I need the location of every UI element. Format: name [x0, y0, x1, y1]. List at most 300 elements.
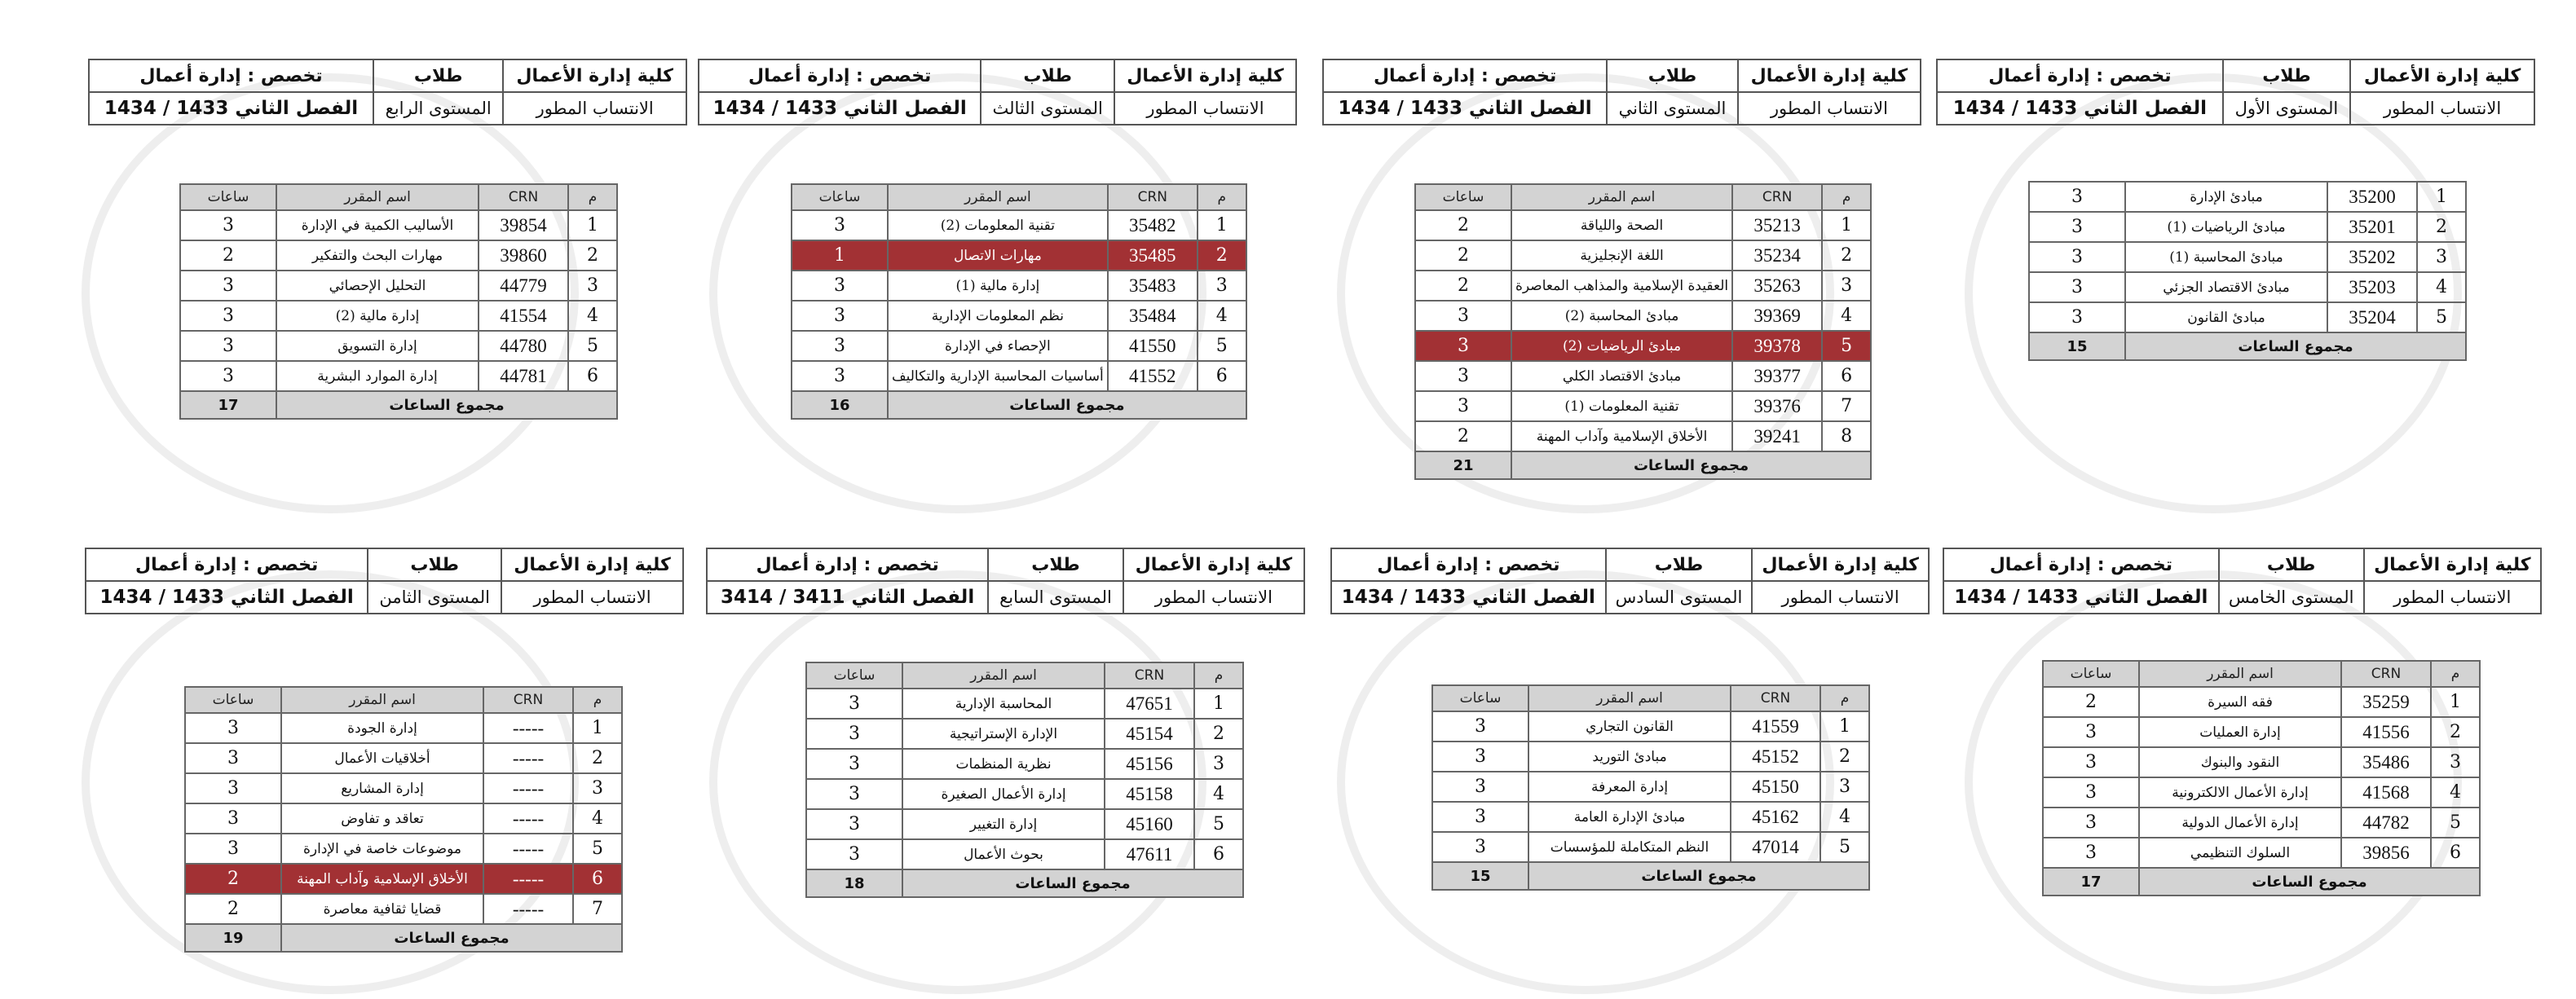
course-hours: 3 — [185, 743, 281, 773]
total-label: مجموع الساعات — [902, 869, 1243, 897]
course-crn: 35204 — [2327, 302, 2417, 332]
course-hours: 3 — [185, 834, 281, 864]
course-number: 5 — [1822, 331, 1871, 361]
course-hours: 3 — [1432, 802, 1528, 832]
course-crn: 41568 — [2341, 777, 2431, 808]
course-crn: 45150 — [1731, 772, 1820, 802]
program-name: الانتساب المطور — [503, 92, 686, 125]
total-row — [180, 391, 617, 419]
students-label: طلاب — [2219, 548, 2364, 581]
course-name: قضايا ثقافية معاصرة — [281, 894, 483, 924]
course-hours: 3 — [2029, 182, 2125, 212]
col-header-num: م — [1820, 685, 1869, 711]
col-header-crn: CRN — [479, 184, 568, 210]
semester-label: الفصل الثاني 1433 / 1434 — [86, 581, 368, 614]
specialization-label: تخصص : إدارة أعمال — [707, 548, 988, 581]
table-row — [1415, 240, 1871, 271]
course-number: 5 — [1198, 331, 1246, 361]
total-hours: 19 — [185, 924, 281, 952]
course-crn: ----- — [483, 743, 573, 773]
course-name: إدارة الأعمال الدولية — [2139, 808, 2341, 838]
table-row — [1415, 421, 1871, 451]
col-header-name: اسم المقرر — [1511, 184, 1732, 210]
col-header-num: م — [1194, 662, 1243, 689]
course-crn: 45152 — [1731, 742, 1820, 772]
col-header-crn: CRN — [1732, 184, 1822, 210]
course-name: المحاسبة الإدارية — [902, 689, 1105, 719]
course-hours: 3 — [1415, 391, 1511, 421]
total-row — [1415, 451, 1871, 479]
course-name: إدارة التغيير — [902, 809, 1105, 839]
course-hours: 3 — [2029, 212, 2125, 242]
table-row — [2029, 182, 2466, 212]
course-hours: 3 — [1415, 331, 1511, 361]
specialization-label: تخصص : إدارة أعمال — [1937, 59, 2223, 92]
col-header-num: م — [568, 184, 617, 210]
course-name: نظم المعلومات الإدارية — [888, 301, 1108, 331]
course-number: 4 — [1822, 301, 1871, 331]
level-name: المستوى الأول — [2223, 92, 2350, 125]
course-hours: 3 — [180, 331, 276, 361]
course-hours: 3 — [806, 809, 902, 839]
level-header — [1330, 548, 1930, 614]
course-hours: 3 — [1415, 361, 1511, 391]
col-header-hours: ساعات — [1432, 685, 1528, 711]
table-row — [1415, 361, 1871, 391]
course-name: مهارات الاتصال — [888, 240, 1108, 271]
total-label: مجموع الساعات — [2125, 332, 2466, 360]
table-row — [185, 773, 622, 803]
course-name: تعاقد و تفاوض — [281, 803, 483, 834]
table-row — [792, 240, 1246, 271]
course-number: 6 — [1194, 839, 1243, 869]
table-row — [2029, 272, 2466, 302]
course-crn: 35200 — [2327, 182, 2417, 212]
course-number: 2 — [2431, 717, 2480, 747]
course-crn: 39377 — [1732, 361, 1822, 391]
course-table — [184, 686, 623, 953]
course-number: 5 — [1820, 832, 1869, 862]
course-name: مبادئ الرياضيات (2) — [1511, 331, 1732, 361]
course-name: مبادئ الاقتصاد الكلي — [1511, 361, 1732, 391]
table-row — [185, 894, 622, 924]
course-crn: 35203 — [2327, 272, 2417, 302]
specialization-label: تخصص : إدارة أعمال — [1323, 59, 1607, 92]
course-number: 3 — [1194, 749, 1243, 779]
course-crn: 35202 — [2327, 242, 2417, 272]
col-header-num: م — [1198, 184, 1246, 210]
course-number: 3 — [1822, 271, 1871, 301]
course-crn: 39378 — [1732, 331, 1822, 361]
course-hours: 3 — [2043, 808, 2139, 838]
course-crn: 35259 — [2341, 687, 2431, 717]
course-name: إدارة مالية (2) — [276, 301, 479, 331]
specialization-label: تخصص : إدارة أعمال — [89, 59, 373, 92]
table-row — [2043, 687, 2480, 717]
col-header-num: م — [2431, 661, 2480, 687]
course-hours: 3 — [792, 331, 888, 361]
course-name: الأساليب الكمية في الإدارة — [276, 210, 479, 240]
course-number: 3 — [1820, 772, 1869, 802]
table-row — [806, 719, 1243, 749]
table-row — [185, 864, 622, 894]
table-row — [2043, 777, 2480, 808]
course-number: 1 — [1194, 689, 1243, 719]
course-hours: 3 — [185, 803, 281, 834]
course-crn: 41559 — [1731, 711, 1820, 742]
course-name: الصحة واللياقة — [1511, 210, 1732, 240]
course-number: 1 — [573, 713, 622, 743]
table-row — [1415, 210, 1871, 240]
course-hours: 3 — [806, 689, 902, 719]
course-crn: ----- — [483, 773, 573, 803]
table-header-row — [792, 184, 1246, 210]
course-hours: 3 — [806, 779, 902, 809]
col-header-hours: ساعات — [1415, 184, 1511, 210]
course-crn: 47611 — [1105, 839, 1194, 869]
table-row — [2029, 302, 2466, 332]
course-hours: 2 — [185, 894, 281, 924]
course-hours: 2 — [1415, 210, 1511, 240]
course-number: 2 — [568, 240, 617, 271]
course-crn: 39241 — [1732, 421, 1822, 451]
course-name: إدارة الأعمال الالكترونية — [2139, 777, 2341, 808]
total-row — [806, 869, 1243, 897]
col-header-name: اسم المقرر — [1528, 685, 1731, 711]
college-name: كلية إدارة الأعمال — [503, 59, 686, 92]
table-header-row — [1432, 685, 1869, 711]
course-table — [179, 183, 618, 420]
total-hours: 21 — [1415, 451, 1511, 479]
course-hours: 3 — [1432, 772, 1528, 802]
course-number: 5 — [568, 331, 617, 361]
course-name: إدارة التسويق — [276, 331, 479, 361]
semester-label: الفصل الثاني 1433 / 1434 — [1331, 581, 1606, 614]
course-name: مبادئ الاقتصاد الجزئي — [2125, 272, 2327, 302]
course-crn: 45160 — [1105, 809, 1194, 839]
table-row — [1415, 301, 1871, 331]
course-crn: 44781 — [479, 361, 568, 391]
specialization-label: تخصص : إدارة أعمال — [1943, 548, 2219, 581]
course-crn: 47651 — [1105, 689, 1194, 719]
course-name: مبادئ التوريد — [1528, 742, 1731, 772]
course-crn: 45158 — [1105, 779, 1194, 809]
course-hours: 2 — [1415, 271, 1511, 301]
course-hours: 3 — [806, 719, 902, 749]
course-number: 3 — [568, 271, 617, 301]
table-row — [180, 271, 617, 301]
table-row — [1432, 742, 1869, 772]
course-name: الإدارة الإستراتيجية — [902, 719, 1105, 749]
course-number: 2 — [573, 743, 622, 773]
course-table — [2042, 660, 2481, 896]
course-name: فقه السيرة — [2139, 687, 2341, 717]
course-name: إدارة الموارد البشرية — [276, 361, 479, 391]
course-name: التحليل الإحصائي — [276, 271, 479, 301]
col-header-name: اسم المقرر — [2139, 661, 2341, 687]
col-header-crn: CRN — [483, 687, 573, 713]
table-row — [792, 301, 1246, 331]
course-number: 3 — [1198, 271, 1246, 301]
program-name: الانتساب المطور — [501, 581, 683, 614]
course-name: مبادئ المحاسبة (1) — [2125, 242, 2327, 272]
course-hours: 1 — [792, 240, 888, 271]
col-header-hours: ساعات — [180, 184, 276, 210]
course-hours: 3 — [1415, 301, 1511, 331]
table-row — [806, 689, 1243, 719]
semester-label: الفصل الثاني 1433 / 1434 — [1943, 581, 2219, 614]
course-crn: 35234 — [1732, 240, 1822, 271]
level-name: المستوى السادس — [1606, 581, 1753, 614]
course-crn: 44779 — [479, 271, 568, 301]
course-name: مهارات البحث والتفكير — [276, 240, 479, 271]
table-row — [180, 210, 617, 240]
course-number: 4 — [2417, 272, 2466, 302]
course-number: 5 — [2417, 302, 2466, 332]
course-crn: 35213 — [1732, 210, 1822, 240]
course-hours: 3 — [180, 210, 276, 240]
table-row — [792, 271, 1246, 301]
course-table — [1431, 684, 1870, 891]
level-name: المستوى الثالث — [981, 92, 1114, 125]
college-name: كلية إدارة الأعمال — [1123, 548, 1304, 581]
table-row — [792, 210, 1246, 240]
total-hours: 18 — [806, 869, 902, 897]
course-number: 1 — [568, 210, 617, 240]
course-name: إدارة الأعمال الصغيرة — [902, 779, 1105, 809]
course-number: 2 — [1198, 240, 1246, 271]
students-label: طلاب — [988, 548, 1123, 581]
course-hours: 3 — [792, 210, 888, 240]
course-hours: 3 — [2043, 777, 2139, 808]
semester-label: الفصل الثاني 1433 / 1434 — [89, 92, 373, 125]
col-header-hours: ساعات — [2043, 661, 2139, 687]
col-header-name: اسم المقرر — [276, 184, 479, 210]
course-number: 3 — [2417, 242, 2466, 272]
table-row — [806, 809, 1243, 839]
course-name: إدارة العمليات — [2139, 717, 2341, 747]
table-row — [806, 749, 1243, 779]
course-hours: 2 — [1415, 421, 1511, 451]
col-header-name: اسم المقرر — [902, 662, 1105, 689]
course-hours: 3 — [1432, 711, 1528, 742]
course-hours: 3 — [806, 839, 902, 869]
course-crn: 39369 — [1732, 301, 1822, 331]
course-hours: 3 — [1432, 832, 1528, 862]
table-row — [185, 803, 622, 834]
course-number: 5 — [573, 834, 622, 864]
program-name: الانتساب المطور — [1752, 581, 1929, 614]
level-header — [698, 59, 1297, 125]
course-number: 1 — [2417, 182, 2466, 212]
table-header-row — [2043, 661, 2480, 687]
course-number: 5 — [2431, 808, 2480, 838]
table-row — [792, 361, 1246, 391]
table-row — [2043, 808, 2480, 838]
col-header-num: م — [573, 687, 622, 713]
course-name: النظم المتكاملة للمؤسسات — [1528, 832, 1731, 862]
course-hours: 3 — [806, 749, 902, 779]
course-crn: 35485 — [1108, 240, 1198, 271]
course-crn: 35484 — [1108, 301, 1198, 331]
table-row — [1432, 832, 1869, 862]
course-name: أخلاقيات الأعمال — [281, 743, 483, 773]
students-label: طلاب — [981, 59, 1114, 92]
total-hours: 17 — [180, 391, 276, 419]
course-number: 2 — [1820, 742, 1869, 772]
level-name: المستوى الخامس — [2219, 581, 2364, 614]
table-row — [2043, 717, 2480, 747]
course-number: 3 — [2431, 747, 2480, 777]
table-row — [1415, 271, 1871, 301]
program-name: الانتساب المطور — [2350, 92, 2534, 125]
course-number: 4 — [2431, 777, 2480, 808]
course-crn: 44782 — [2341, 808, 2431, 838]
table-row — [2029, 212, 2466, 242]
college-name: كلية إدارة الأعمال — [501, 548, 683, 581]
course-name: العقيدة الإسلامية والمذاهب المعاصرة — [1511, 271, 1732, 301]
total-hours: 17 — [2043, 868, 2139, 896]
course-hours: 3 — [2029, 302, 2125, 332]
table-header-row — [1415, 184, 1871, 210]
course-crn: 45154 — [1105, 719, 1194, 749]
course-crn: 35486 — [2341, 747, 2431, 777]
semester-label: الفصل الثاني 1433 / 1434 — [699, 92, 981, 125]
course-number: 6 — [568, 361, 617, 391]
course-crn: ----- — [483, 803, 573, 834]
total-label: مجموع الساعات — [888, 391, 1246, 419]
course-hours: 2 — [1415, 240, 1511, 271]
course-hours: 3 — [2043, 717, 2139, 747]
table-row — [2043, 838, 2480, 868]
course-number: 1 — [1198, 210, 1246, 240]
course-number: 2 — [1194, 719, 1243, 749]
course-crn: 45162 — [1731, 802, 1820, 832]
semester-label: الفصل الثاني 1433 / 1434 — [1323, 92, 1607, 125]
total-row — [2029, 332, 2466, 360]
course-number: 6 — [2431, 838, 2480, 868]
course-hours: 3 — [2043, 747, 2139, 777]
course-number: 8 — [1822, 421, 1871, 451]
col-header-hours: ساعات — [792, 184, 888, 210]
table-row — [180, 361, 617, 391]
course-crn: 41552 — [1108, 361, 1198, 391]
course-number: 6 — [1198, 361, 1246, 391]
course-crn: ----- — [483, 864, 573, 894]
table-row — [2029, 242, 2466, 272]
course-name: تقنية المعلومات (1) — [1511, 391, 1732, 421]
program-name: الانتساب المطور — [2364, 581, 2541, 614]
course-hours: 3 — [792, 271, 888, 301]
course-number: 4 — [568, 301, 617, 331]
course-hours: 3 — [180, 271, 276, 301]
course-crn: 44780 — [479, 331, 568, 361]
table-row — [1432, 772, 1869, 802]
course-name: القانون التجاري — [1528, 711, 1731, 742]
table-row — [806, 779, 1243, 809]
course-number: 7 — [573, 894, 622, 924]
course-number: 6 — [1822, 361, 1871, 391]
col-header-hours: ساعات — [806, 662, 902, 689]
course-hours: 2 — [2043, 687, 2139, 717]
course-name: السلوك التنظيمي — [2139, 838, 2341, 868]
specialization-label: تخصص : إدارة أعمال — [86, 548, 368, 581]
students-label: طلاب — [1607, 59, 1738, 92]
table-header-row — [185, 687, 622, 713]
course-name: اللغة الإنجليزية — [1511, 240, 1732, 271]
course-number: 2 — [2417, 212, 2466, 242]
course-name: إدارة الجودة — [281, 713, 483, 743]
total-label: مجموع الساعات — [276, 391, 617, 419]
table-header-row — [806, 662, 1243, 689]
course-number: 1 — [1820, 711, 1869, 742]
table-header-row — [180, 184, 617, 210]
course-number: 4 — [1194, 779, 1243, 809]
course-number: 4 — [573, 803, 622, 834]
col-header-name: اسم المقرر — [281, 687, 483, 713]
total-label: مجموع الساعات — [1511, 451, 1871, 479]
course-crn: 35201 — [2327, 212, 2417, 242]
course-crn: 41550 — [1108, 331, 1198, 361]
course-name: إدارة المعرفة — [1528, 772, 1731, 802]
level-header — [88, 59, 687, 125]
table-row — [1432, 711, 1869, 742]
course-hours: 3 — [2043, 838, 2139, 868]
course-crn: 45156 — [1105, 749, 1194, 779]
course-crn: 39854 — [479, 210, 568, 240]
table-row — [185, 834, 622, 864]
course-name: مبادئ المحاسبة (2) — [1511, 301, 1732, 331]
specialization-label: تخصص : إدارة أعمال — [699, 59, 981, 92]
table-row — [185, 713, 622, 743]
course-crn: 35482 — [1108, 210, 1198, 240]
course-crn: 41554 — [479, 301, 568, 331]
course-crn: ----- — [483, 834, 573, 864]
course-crn: ----- — [483, 894, 573, 924]
level-header — [1322, 59, 1921, 125]
course-number: 5 — [1194, 809, 1243, 839]
college-name: كلية إدارة الأعمال — [1114, 59, 1296, 92]
course-name: مبادئ الإدارة العامة — [1528, 802, 1731, 832]
level-header — [1936, 59, 2535, 125]
col-header-crn: CRN — [1108, 184, 1198, 210]
college-name: كلية إدارة الأعمال — [2350, 59, 2534, 92]
course-name: مبادئ القانون — [2125, 302, 2327, 332]
college-name: كلية إدارة الأعمال — [1738, 59, 1921, 92]
course-number: 3 — [573, 773, 622, 803]
course-hours: 2 — [185, 864, 281, 894]
total-label: مجموع الساعات — [1528, 862, 1869, 890]
course-table — [2028, 181, 2467, 361]
course-name: الأخلاق الإسلامية وآداب المهنة — [281, 864, 483, 894]
total-label: مجموع الساعات — [281, 924, 622, 952]
course-number: 1 — [2431, 687, 2480, 717]
course-name: إدارة مالية (1) — [888, 271, 1108, 301]
course-hours: 3 — [2029, 272, 2125, 302]
course-hours: 3 — [180, 361, 276, 391]
table-row — [806, 839, 1243, 869]
total-label: مجموع الساعات — [2139, 868, 2480, 896]
course-number: 4 — [1198, 301, 1246, 331]
total-row — [1432, 862, 1869, 890]
program-name: الانتساب المطور — [1123, 581, 1304, 614]
table-row — [2043, 747, 2480, 777]
course-table — [805, 662, 1244, 898]
course-name: الإحصاء في الإدارة — [888, 331, 1108, 361]
college-name: كلية إدارة الأعمال — [1752, 548, 1929, 581]
course-name: أساسيات المحاسبة الإدارية والتكاليف — [888, 361, 1108, 391]
table-row — [180, 301, 617, 331]
